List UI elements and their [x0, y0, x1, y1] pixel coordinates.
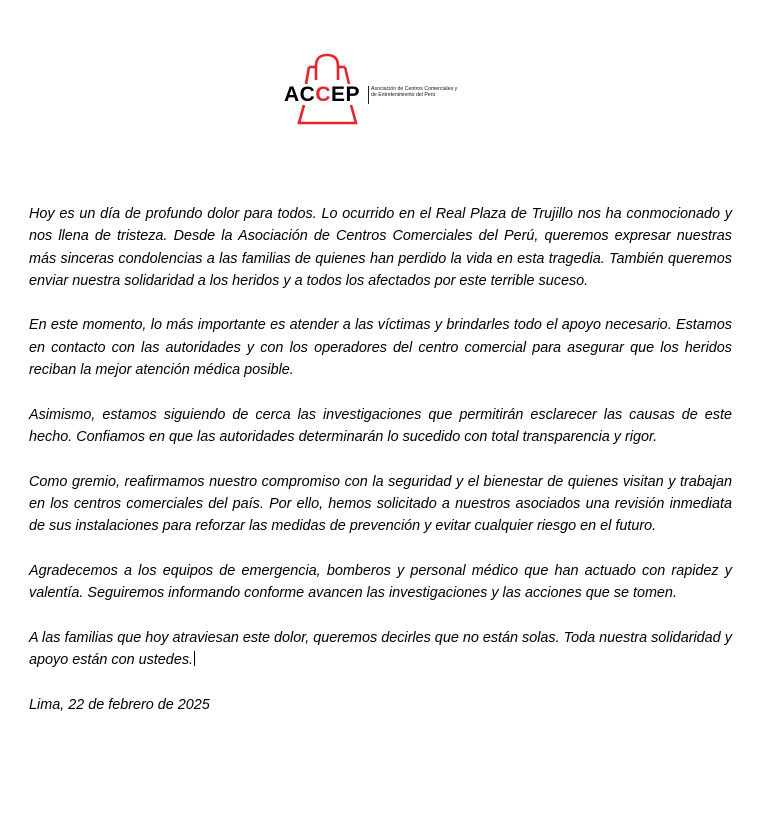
paragraph-2: En este momento, lo más importante es atender a las víctimas y brindarles todo el apoyo necesario. Estamos en contacto con las autoridades y con los operadores del centro comercial para asegurar que los heridos reciban la mejor atención médica posible.	[29, 317, 732, 379]
paragraph-6-text: A las familias que hoy atraviesan este dolor, queremos decirles que no están solas. Toda nuestra solidaridad y apoyo están con ustedes.	[29, 629, 732, 668]
logo-divider	[368, 86, 369, 104]
text-cursor	[194, 651, 195, 666]
paragraph-5: Agradecemos a los equipos de emergencia, bomberos y personal médico que han actuado con rapidez y valentía. Seguiremos informando conforme avancen las investigaciones y las acciones que se tomen.	[29, 562, 732, 602]
logo-word-part1: AC	[284, 83, 316, 106]
paragraph-6	[29, 627, 732, 672]
statement-body	[29, 203, 732, 716]
paragraph-4: Como gremio, reafirmamos nuestro compromiso con la seguridad y el bienestar de quienes visitan y trabajan en los centros comerciales del país. Por ello, hemos solicitado a nuestros asociados una revisión inmediata de sus instalaciones para reforzar las medidas de prevención y evitar cualquier riesgo en el futuro.	[29, 473, 732, 535]
logo-wordmark	[284, 83, 360, 107]
paragraph-3: Asimismo, estamos siguiendo de cerca las investigaciones que permitirán esclarecer las causas de este hecho. Confiamos en que las autoridades determinarán lo sucedido con total transparencia y rigor.	[29, 406, 732, 445]
logo-subtitle: Asociación de Centros Comerciales y de Entretenimiento del Perú	[371, 86, 458, 98]
paragraph-1: Hoy es un día de profundo dolor para todos. Lo ocurrido en el Real Plaza de Trujillo nos ha conmocionado y nos llena de tristeza. Desde la Asociación de Centros Comerciales del Perú, queremos expresar nuestras más sinceras condolencias a las familias de quienes han perdido la vida en esta tragedia. También queremos enviar nuestra solidaridad a los heridos y a todos los afectados por este terrible suceso.	[29, 206, 732, 289]
logo-word-red: C	[315, 83, 332, 106]
accep-logo	[282, 52, 462, 128]
date-line: Lima, 22 de febrero de 2025	[29, 696, 210, 713]
logo-word-part2: EP	[331, 83, 361, 106]
